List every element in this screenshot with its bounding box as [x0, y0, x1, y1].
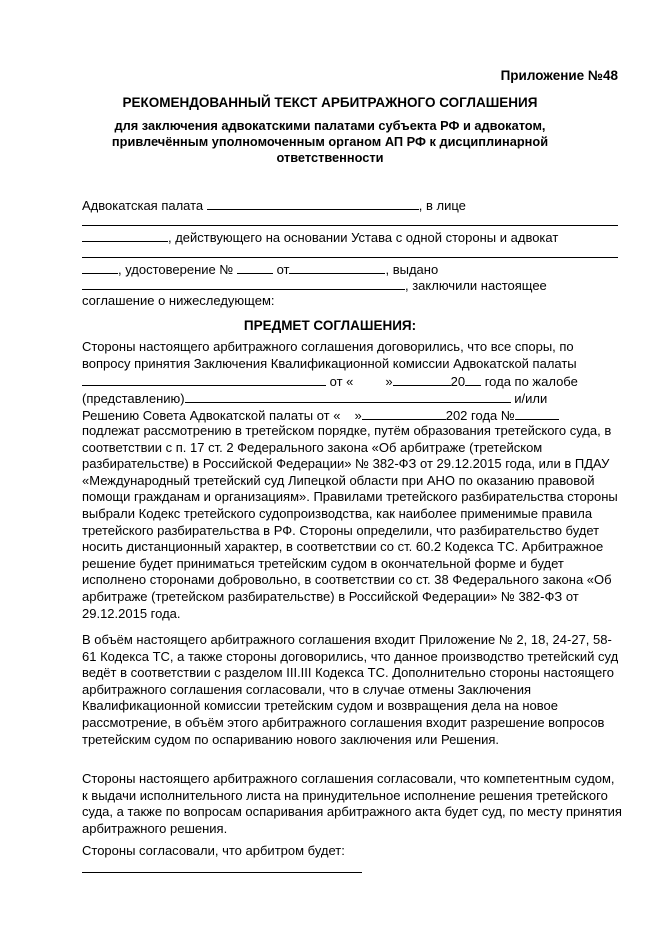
complainant-blank[interactable] — [185, 390, 511, 403]
decision-month-blank[interactable] — [362, 407, 446, 420]
section-title: ПРЕДМЕТ СОГЛАШЕНИЯ: — [243, 318, 417, 333]
certificate-label: , удостоверение № — [118, 262, 234, 277]
chamber-name-blank[interactable] — [207, 197, 419, 210]
representative-position-blank[interactable] — [82, 229, 168, 242]
certificate-date-blank[interactable] — [289, 261, 385, 274]
p1-line-5 — [82, 407, 559, 424]
represented-by-label: , в лице — [418, 198, 466, 213]
arbitrator-blank[interactable] — [82, 872, 362, 873]
parties-line-1 — [82, 197, 466, 214]
year-prefix: 20 — [450, 374, 466, 389]
decision-close-quote: » — [354, 408, 362, 423]
qualification-commission-blank[interactable] — [82, 373, 326, 386]
annex-number: Приложение №48 — [500, 68, 618, 83]
p4-body: Стороны согласовали, что арбитром будет: — [82, 843, 345, 858]
parties-line-3 — [82, 261, 438, 278]
parties-line-5 — [82, 293, 275, 309]
decision-day-blank[interactable] — [340, 408, 354, 420]
agreement-text: соглашение о нижеследующем: — [82, 293, 275, 308]
and-or-label: и/или — [514, 391, 548, 406]
day-blank[interactable] — [353, 374, 385, 386]
p1-line-3 — [82, 373, 578, 390]
date-close-quote: » — [385, 374, 393, 389]
parties-line-2 — [82, 229, 558, 246]
month-blank[interactable] — [393, 373, 451, 386]
p1-line-4 — [82, 390, 547, 407]
document-subtitle: для заключения адвокатскими палатами субъекта РФ и адвокатом, привлечённым уполномоченным органом АП РФ к дисциплинарной ответственности — [111, 118, 549, 165]
complaint-label: года по жалобе — [484, 374, 578, 389]
chamber-label: Адвокатская палата — [82, 198, 204, 213]
p1-body: подлежат рассмотрению в третейском порядке, путём образования третейского суда, в соответствии с п. 17 ст. 2 Федерального закона «Об арбитраже (третейском разбирательстве) в Российской Федерации» № 382-ФЗ от 29.12.2015 года, или в ПДАУ «Международный третейский суд Липецкой области при АНО по оказанию правовой помощи гражданам и организациям». Правилами третейского разбирательства стороны выбрали Кодекс третейского судопроизводства, как наиболее применимые правила третейского разбирательства в РФ. Стороны определили, что разбирательство будет носить дистанционный характер, в соответствии со ст. 60.2 Кодекса ТС. Арбитражное решение будет приниматься третейским судом в окончательной форме и будет исполнено сторонами добровольно, в соответствии со ст. 38 Федерального закона «Об арбитраже (третейском разбирательстве) в Российской Федерации» № 382-ФЗ от 29.12.2015 года. — [82, 423, 618, 621]
certificate-number-blank[interactable] — [237, 261, 273, 274]
council-decision-label: Решению Совета Адвокатской палаты от « — [82, 408, 341, 423]
issued-from-label: от — [276, 262, 290, 277]
issued-by-blank[interactable] — [82, 277, 405, 290]
parties-line-4 — [82, 277, 547, 294]
lawyer-name-end-blank[interactable] — [82, 261, 118, 274]
year-blank[interactable] — [465, 373, 481, 386]
issued-label: , выдано — [385, 262, 439, 277]
lawyer-name-blank[interactable] — [82, 257, 618, 258]
p3-body: Стороны настоящего арбитражного соглашения согласовали, что компетентным судом, к выдачи исполнительного листа на принудительное исполнение решения третейского суда, а также по вопросам оспаривания арбитражного акта будет суд, по месту принятия арбитражного решения. — [82, 771, 622, 836]
concluded-text: , заключили настоящее — [405, 278, 547, 293]
representation-label: (представлению) — [82, 391, 185, 406]
p1-line-1: Стороны настоящего арбитражного соглашения договорились, что все споры, по — [82, 339, 574, 354]
acting-on-basis-text: , действующего на основании Устава с одной стороны и адвокат — [168, 230, 559, 245]
date-from-label: от « — [329, 374, 354, 389]
decision-number-label: года № — [471, 408, 515, 423]
p1-line-2: вопросу принятия Заключения Квалификационной комиссии Адвокатской палаты — [82, 356, 577, 371]
decision-number-blank[interactable] — [515, 407, 559, 420]
representative-name-blank[interactable] — [82, 225, 618, 226]
p2-body: В объём настоящего арбитражного соглашения входит Приложение № 2, 18, 24-27, 58-61 Кодекса ТС, а также стороны договорились, что данное производство третейский суд ведёт в соответствии с разделом III.III Кодекса ТС. Дополнительно стороны настоящего арбитражного соглашения согласовали, что в случае отмены Заключения Квалификационной комиссии третейским судом и возвращения дела на новое рассмотрение, в объём этого арбитражного соглашения входит разрешение вопросов третейским судом по оспариванию нового заключения или Решения. — [82, 632, 619, 747]
decision-year-prefix: 202 — [445, 408, 468, 423]
document-title: РЕКОМЕНДОВАННЫЙ ТЕКСТ АРБИТРАЖНОГО СОГЛАШЕНИЯ — [122, 95, 538, 110]
